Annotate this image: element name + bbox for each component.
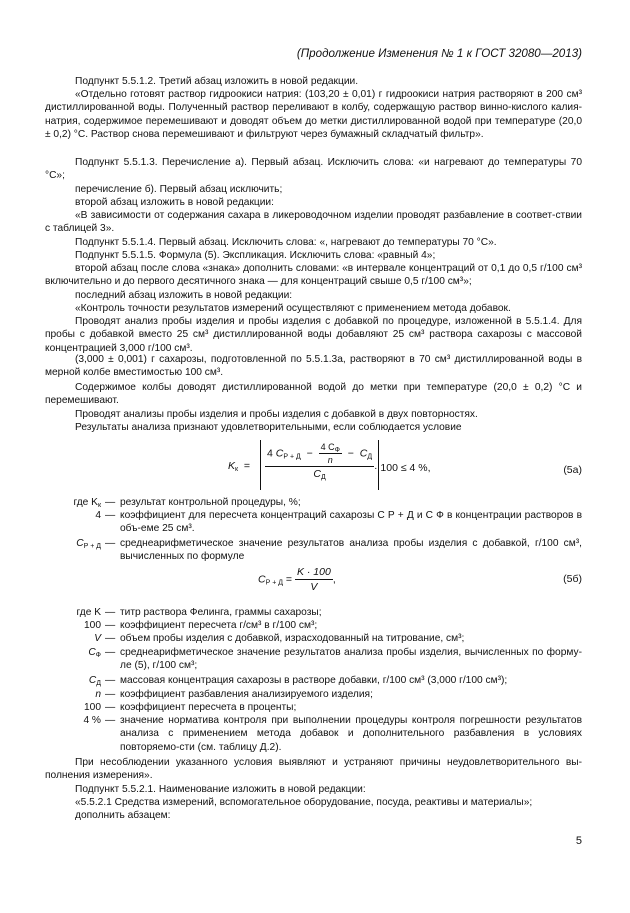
paragraph: Подпункт 5.5.1.5. Формула (5). Экспликация. Исключить слова: «равный 4»;	[75, 250, 436, 261]
paragraph: второй абзац после слова «знака» дополнить словами: «в интервале концентраций от 0,1 до 0,5 г/100 см³ включительно и до первого десятичного знака — для концентраций свыше 0,5 г/100 см³»;	[45, 263, 582, 288]
paragraph: Подпункт 5.5.1.2. Третий абзац изложить в новой редакции.	[75, 76, 359, 87]
paragraph: «В зависимости от содержания сахара в ликероводочном изделии проводят разбавление в соответ-ствии с таблицей 3».	[45, 210, 582, 235]
paragraph: последний абзац изложить в новой редакции:	[75, 290, 293, 301]
page-number: 5	[575, 835, 582, 847]
paragraph: перечисление б). Первый абзац исключить;	[75, 184, 283, 195]
paragraph: Содержимое колбы доводят дистиллированной водой до метки при температуре (20,0 ± 0,2) °С и перемешивают.	[45, 382, 582, 407]
equation-number: (5а)	[563, 464, 582, 476]
paragraph: Проводят анализы пробы изделия и пробы изделия с добавкой в двух повторностях.	[75, 409, 478, 420]
paragraph: «Контроль точности результатов измерений осуществляют с применением метода добавок.	[75, 303, 511, 314]
document-page: (Продолжение Изменения № 1 к ГОСТ 32080—2013) Подпункт 5.5.1.2. Третий абзац изложить в новой редакции. «Отдельно готовят раствор гидроокиси натрия: (103,20 ± 0,01) г гидроокиси натрия растворяют в 200 см³ дистиллированной воды. Полученный раствор переливают в колбу, содержащую раствор винно-кислого калия-натрия, содержимое перемешивают и доводят объем до метки дистиллированной водой при температуре (20,0 ± 0,2) °С. Раствор снова перемешивают и фильтруют через бумажный складчатый фильтр». Подпункт 5.5.1.3. Перечисление а). Первый абзац. Исключить слова: «и нагревают до температуры 70 °С»; перечисление б). Первый абзац исключить; второй абзац изложить в новой редакции: «В зависимости от содержания сахара в ликероводочном изделии проводят разбавление в соответ-ствии с таблицей 3». Подпункт 5.5.1.4. Первый абзац. Исключить слова: «, нагревают до температуры 70 °С». Подпункт 5.5.1.5. Формула (5). Экспликация. Исключить слова: «равный 4»; второй абзац после слова «знака» дополнить словами: «в интервале концентраций от 0,1 до 0,5 г/100 см³ включительно и до первого десятичного знака — для концентраций свыше 0,5 г/100 см³»; последний абзац изложить в новой редакции: «Контроль точности результатов измерений осуществляют с применением метода добавок. Проводят анализ пробы изделия и пробы изделия с добавкой по процедуре, изложенной в 5.5.1.4. Для пробы с добавкой вместо 25 см³ дистиллированной воды добавляют 25 см³ раствора сахарозы с массовой концентрацией 3,000 г/100 см³. (3,000 ± 0,001) г сахарозы, подготовленной по 5.5.1.3а, растворяют в 70 см³ дистиллированной воды в мерной колбе вместимостью 100 см³. Содержимое колбы доводят дистиллированной водой до метки при температуре (20,0 ± 0,2) °С и перемешивают. Проводят анализы пробы изделия и пробы изделия с добавкой в двух повторностях. Результаты анализа признают удовлетворительными, если соблюдается условие $K_к$ = 4 $C_{Р + Д}$ − $\frac{4 C_Ф}{n}$ − $C_Д$ $C_Д$ · 100 ≤ 4 %, (5а) где $K_к$ — результат контрольной процедуры, %; 4 — коэффициент для пересчета концентраций сахарозы C Р + Д и C Ф в концентрации растворов в объ-еме 25 см³. $C_{Р + Д}$ — среднеарифметическое значение результатов анализа пробы изделия с добавкой, г/100 см³, вычисленных по формуле $C_{Р + Д}$ = $\frac{K \cdot 100}{V}$ , (5б) где K — титр раствора Фелинга, граммы сахарозы; 100 — коэффициент пересчета г/см³ в г/100 см³; V — объем пробы изделия с добавкой, израсходованный на титрование, см³; $C_Ф$ — среднеарифметическое значение результатов анализа пробы изделия, вычисленных по форму-ле (5), г/100 см³; $C_Д$ — массовая концентрация сахарозы в растворе добавки, г/100 см³ (3,000 г/100 см³); n — коэффициент разбавления анализируемого изделия; 100 — коэффициент пересчета в проценты; 4 % — значение норматива контроля при выполнении процедуры контроля погрешности результатов анализа с применением метода добавок и дополнительного разбавления в условиях повторяемо-сти (см. таблицу Д.2). При несоблюдении указанного условия выявляют и устраняют причины неудовлетворительного вы-полнения измерения». Подпункт 5.5.2.1. Наименование изложить в новой редакции: «5.5.2.1 Средства измерений, вспомогательное оборудование, посуда, реактивы и материалы»; дополнить абзацем: 5	[45, 47, 582, 847]
formula-symbol: K	[228, 460, 236, 472]
paragraph: Результаты анализа признают удовлетворительными, если соблюдается условие	[75, 422, 462, 433]
paragraph: «Отдельно готовят раствор гидроокиси натрия: (103,20 ± 0,01) г гидроокиси натрия растворяют в 200 см³ дистиллированной воды. Полученный раствор переливают в колбу, содержащую раствор винно-кислого калия-натрия, содержимое перемешивают и доводят объем до метки дистиллированной водой при температуре (20,0 ± 0,2) °С. Раствор снова перемешивают и фильтруют через бумажный складчатый фильтр».	[45, 89, 582, 141]
paragraph: Подпункт 5.5.1.4. Первый абзац. Исключить слова: «, нагревают до температуры 70 °С».	[75, 237, 497, 248]
formula-5b: $C_{Р + Д}$ = $\frac{K \cdot 100}{V}$ ,	[258, 566, 336, 593]
equation-number: (5б)	[563, 573, 582, 585]
page-header: (Продолжение Изменения № 1 к ГОСТ 32080—2013)	[296, 47, 582, 60]
paragraph: «5.5.2.1 Средства измерений, вспомогательное оборудование, посуда, реактивы и материалы»;	[75, 797, 533, 808]
paragraph: Проводят анализ пробы изделия и пробы изделия с добавкой по процедуре, изложенной в 5.5.1.4. Для пробы с добавкой вместо 25 см³ дистиллированной воды добавляют 25 см³ раствора сахарозы с массовой концентрацией 3,000 г/100 см³.	[45, 316, 582, 354]
paragraph: второй абзац изложить в новой редакции:	[75, 197, 274, 208]
absolute-value-bars: 4 $C_{Р + Д}$ − $\frac{4 C_Ф}{n}$ − $C_Д$ $C_Д$	[260, 440, 379, 490]
paragraph: дополнить абзацем:	[75, 810, 171, 821]
paragraph: При несоблюдении указанного условия выявляют и устраняют причины неудовлетворительного вы-полнения измерения».	[45, 757, 582, 782]
paragraph: (3,000 ± 0,001) г сахарозы, подготовленной по 5.5.1.3а, растворяют в 70 см³ дистиллированной воды в мерной колбе вместимостью 100 см³.	[45, 354, 582, 379]
paragraph: Подпункт 5.5.1.3. Перечисление а). Первый абзац. Исключить слова: «и нагревают до температуры 70 °С»;	[45, 157, 582, 182]
paragraph: Подпункт 5.5.2.1. Наименование изложить в новой редакции:	[75, 784, 366, 795]
